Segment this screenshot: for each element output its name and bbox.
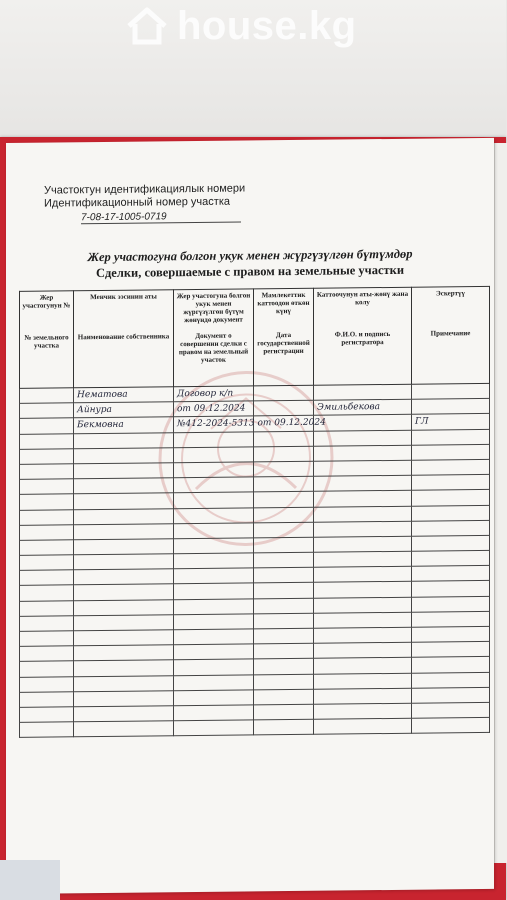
- cell: [412, 702, 490, 718]
- cell: [254, 552, 314, 568]
- cell: [412, 596, 490, 612]
- col-parcel-number: Жер участогунун № № земельного участка: [20, 291, 74, 389]
- cell: [254, 674, 314, 690]
- cell: [254, 583, 314, 599]
- cell: [74, 615, 174, 631]
- cell: [74, 432, 174, 448]
- cell: [412, 672, 490, 688]
- cell: [412, 475, 490, 491]
- cell: [314, 430, 412, 446]
- cell: [74, 447, 174, 463]
- cell: [174, 705, 254, 721]
- cell: [412, 520, 490, 536]
- cell: [20, 494, 74, 510]
- cell: [254, 476, 314, 492]
- cell: [314, 445, 412, 461]
- next-page-edge: [494, 143, 507, 863]
- cell: [412, 550, 490, 566]
- cell: Договор к/п: [174, 386, 254, 402]
- cell: [412, 505, 490, 521]
- cell: [412, 383, 490, 399]
- cell: [412, 535, 490, 551]
- cell: [174, 583, 254, 599]
- cell: [74, 463, 174, 479]
- col-document: Жер участогуна болгон укук менен жүргүзүлгөн бүтүм жөнүндө документ Документ о совершении сделки с правом на земельный участок: [174, 289, 254, 387]
- cell: [20, 676, 74, 692]
- cell: от 09.12.2024: [174, 401, 254, 417]
- cell: [174, 720, 254, 736]
- cell: [254, 689, 314, 705]
- cell: Нематова: [74, 387, 174, 403]
- cell: [254, 492, 314, 508]
- cell: [20, 722, 74, 738]
- cell: [20, 524, 74, 540]
- cell: [412, 444, 490, 460]
- cell: [74, 478, 174, 494]
- cell: [314, 597, 412, 613]
- cell: [174, 690, 254, 706]
- col-registrar: Каттоочунун аты-жөнү жана колу Ф.И.О. и подпись регистратора: [314, 287, 412, 385]
- cell: [412, 718, 490, 734]
- background-corner: [0, 860, 60, 900]
- cell: [20, 707, 74, 723]
- cell: [74, 645, 174, 661]
- house-icon: [125, 6, 169, 46]
- cell: ГЛ: [412, 414, 490, 430]
- cell: [20, 600, 74, 616]
- table-body: [20, 383, 490, 737]
- cell: [20, 661, 74, 677]
- cell: [314, 384, 412, 400]
- cell: [254, 613, 314, 629]
- cell: [174, 644, 254, 660]
- cell: [254, 719, 314, 735]
- cell: [314, 582, 412, 598]
- cell: [412, 566, 490, 582]
- cell: [254, 568, 314, 584]
- cell: [412, 581, 490, 597]
- title-ky: Жер участогуна болгон укук менен жүргүзүлгөн бүтүмдөр: [87, 246, 413, 265]
- cell: [254, 704, 314, 720]
- cell: [20, 570, 74, 586]
- cell: [314, 673, 412, 689]
- cell: [254, 659, 314, 675]
- cell: [254, 507, 314, 523]
- cell: [74, 554, 174, 570]
- cell: [20, 616, 74, 632]
- cell: [314, 506, 412, 522]
- cell: [412, 459, 490, 475]
- parcel-id-value: 7-08-17-1005-0719: [81, 211, 241, 225]
- cell: [174, 477, 254, 493]
- cell: [254, 446, 314, 462]
- cell: Эмильбекова: [314, 399, 412, 415]
- cell: [314, 460, 412, 476]
- cell: [314, 688, 412, 704]
- cell: [174, 629, 254, 645]
- cell: [314, 521, 412, 537]
- cell: [74, 690, 174, 706]
- cell: [174, 447, 254, 463]
- document-page: [6, 138, 494, 894]
- cell: [74, 539, 174, 555]
- col-registration-date: Мамлекеттик каттоодон өткөн күнү Дата государственной регистрации: [254, 288, 314, 386]
- cell: [254, 522, 314, 538]
- cell: [254, 431, 314, 447]
- cell: [174, 523, 254, 539]
- id-label-ky: Участоктун идентификациялык номери: [44, 182, 246, 197]
- cell: [254, 643, 314, 659]
- col-owner: Менчик ээсинин аты Наименование собственника: [74, 290, 174, 388]
- cell: [314, 642, 412, 658]
- cell: [20, 418, 74, 434]
- cell: [314, 536, 412, 552]
- cell: [254, 628, 314, 644]
- cell: [20, 540, 74, 556]
- cell: [20, 433, 74, 449]
- cell: [74, 569, 174, 585]
- cell: [174, 599, 254, 615]
- cell: [412, 626, 490, 642]
- cell: [74, 721, 174, 737]
- cell: [20, 585, 74, 601]
- watermark-text: house.kg: [177, 3, 357, 48]
- cell: [412, 642, 490, 658]
- cell: [254, 385, 314, 401]
- cell: [314, 491, 412, 507]
- cell: [412, 611, 490, 627]
- cell: [314, 612, 412, 628]
- cell: [20, 646, 74, 662]
- cell: Бекмовна: [74, 417, 174, 433]
- cell: [20, 509, 74, 525]
- cell: [74, 508, 174, 524]
- cell: [412, 429, 490, 445]
- cell: [314, 415, 412, 431]
- cell: [74, 584, 174, 600]
- table-header-row: [20, 286, 490, 388]
- cell: [174, 431, 254, 447]
- cell: [174, 614, 254, 630]
- cell: [314, 658, 412, 674]
- cell: [20, 692, 74, 708]
- cell: [74, 630, 174, 646]
- cell: [74, 523, 174, 539]
- cell: [20, 449, 74, 465]
- cell: [74, 660, 174, 676]
- cell: [74, 493, 174, 509]
- cell: [254, 537, 314, 553]
- cell: Айнура: [74, 402, 174, 418]
- cell: [174, 674, 254, 690]
- cell: [74, 675, 174, 691]
- col-note: Эскертүү Примечание: [412, 286, 490, 384]
- transactions-table: [19, 286, 490, 738]
- cell: [174, 538, 254, 554]
- cell: [314, 475, 412, 491]
- cell: [412, 490, 490, 506]
- cell: [412, 399, 490, 415]
- cell: [174, 553, 254, 569]
- cell: [20, 388, 74, 404]
- cell: [20, 403, 74, 419]
- cell: [174, 568, 254, 584]
- cell: [74, 706, 174, 722]
- cell: [20, 555, 74, 571]
- cell: [174, 507, 254, 523]
- watermark: [125, 0, 357, 52]
- cell: [20, 631, 74, 647]
- id-label-ru: Идентификационный номер участка: [44, 195, 230, 210]
- cell: [314, 718, 412, 734]
- cell: [314, 551, 412, 567]
- cell: [20, 479, 74, 495]
- cell: [174, 462, 254, 478]
- cell: [254, 461, 314, 477]
- title-ru: Сделки, совершаемые с правом на земельные участки: [95, 262, 405, 281]
- cell: [412, 657, 490, 673]
- cell: [254, 598, 314, 614]
- cell: [20, 464, 74, 480]
- cell: №412-2024-5313 от 09.12.2024: [174, 416, 254, 432]
- cell: [174, 659, 254, 675]
- cell: [314, 567, 412, 583]
- cell: [174, 492, 254, 508]
- cell: [314, 627, 412, 643]
- cell: [314, 703, 412, 719]
- cell: [412, 687, 490, 703]
- cell: [74, 599, 174, 615]
- cell: [254, 400, 314, 416]
